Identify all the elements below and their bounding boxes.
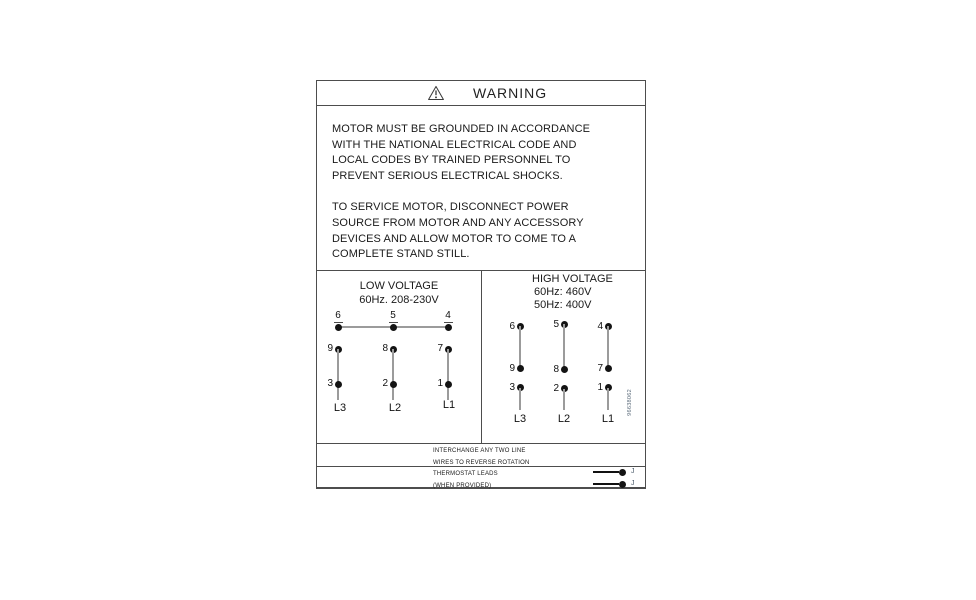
hv-line-label-L2: L2 <box>557 413 571 425</box>
hv-terminal-5: 5 <box>553 318 559 330</box>
warning-triangle-icon <box>427 85 445 101</box>
voltage-diagrams-section <box>317 271 645 444</box>
hv-wire-2-L2 <box>563 389 565 410</box>
warning-header <box>317 81 645 106</box>
lv-terminal-4: 4 <box>445 310 451 321</box>
high-voltage-titles <box>532 273 613 311</box>
hv-wire-4-7 <box>607 326 609 368</box>
low-voltage-subtitle: 60Hz. 208-230V <box>359 294 439 306</box>
warning-line: COMPLETE STAND STILL. <box>332 248 470 261</box>
warning-title: WARNING <box>473 85 548 101</box>
lv-line-label-L1: L1 <box>442 399 456 411</box>
hv-terminal-dot-7 <box>605 365 612 372</box>
hv-wire-6-9 <box>519 326 521 368</box>
warning-line: LOCAL CODES BY TRAINED PERSONNEL TO <box>332 154 571 167</box>
rotation-note-line2: WIRES TO REVERSE ROTATION <box>433 459 530 466</box>
low-voltage-titles <box>317 271 481 307</box>
lv-terminal-1: 1 <box>437 378 443 389</box>
rotation-note-line1: INTERCHANGE ANY TWO LINE <box>433 448 526 454</box>
thermostat-lead-symbol-2 <box>593 480 635 488</box>
lv-line-label-L2: L2 <box>388 402 402 414</box>
lv-terminal-9: 9 <box>327 343 333 354</box>
warning-text-block <box>317 106 645 271</box>
hv-terminal-2: 2 <box>553 382 559 394</box>
lv-line-label-L3: L3 <box>333 402 347 414</box>
warning-line: PREVENT SERIOUS ELECTRICAL SHOCKS. <box>332 169 563 182</box>
lead-wire-icon <box>593 483 619 485</box>
warning-line: WITH THE NATIONAL ELECTRICAL CODE AND <box>332 138 577 151</box>
thermostat-note-row <box>317 467 645 492</box>
warning-line: SOURCE FROM MOTOR AND ANY ACCESSORY <box>332 216 584 229</box>
lv-terminal-5: 5 <box>390 310 396 321</box>
hv-terminal-dot-8 <box>561 366 568 373</box>
lead-label-j: J <box>631 468 635 475</box>
lead-terminal-dot-icon <box>619 469 626 476</box>
lv-terminal-dot-6 <box>335 324 342 331</box>
lv-terminal-7: 7 <box>437 343 443 354</box>
hv-line-label-L3: L3 <box>513 413 527 425</box>
lead-terminal-dot-icon <box>619 481 626 488</box>
hv-terminal-6: 6 <box>509 320 515 332</box>
hv-wire-5-8 <box>563 324 565 368</box>
lead-wire-icon <box>593 471 619 473</box>
low-voltage-title: LOW VOLTAGE <box>359 280 439 292</box>
lv-terminal-2: 2 <box>382 378 388 389</box>
hv-wire-3-L3 <box>519 388 521 410</box>
high-voltage-subtitle-50hz: 50Hz: 400V <box>534 298 592 311</box>
hv-line-label-L1: L1 <box>601 413 615 425</box>
hv-terminal-1: 1 <box>597 381 603 393</box>
thermostat-note-line1: THERMOSTAT LEADS <box>433 471 498 477</box>
lv-terminal-dot-5 <box>390 324 397 331</box>
lv-wire-8-2 <box>392 349 394 400</box>
high-voltage-subtitle-60hz: 60Hz: 460V <box>534 286 592 298</box>
lead-label-j: J <box>631 480 635 487</box>
lv-wire-9-3 <box>337 349 339 400</box>
lv-wire-7-1 <box>447 349 449 400</box>
high-voltage-section <box>481 271 645 443</box>
warning-line: DEVICES AND ALLOW MOTOR TO COME TO A <box>332 232 577 245</box>
high-voltage-title: HIGH VOLTAGE <box>532 273 613 285</box>
thermostat-lead-symbol-1 <box>593 468 635 476</box>
hv-terminal-dot-9 <box>517 365 524 372</box>
hv-terminal-3: 3 <box>509 381 515 393</box>
lv-terminal-dot-2 <box>390 381 397 388</box>
motor-warning-label <box>316 80 646 489</box>
part-number: 96638062 <box>627 389 633 416</box>
service-warning-paragraph <box>332 200 645 262</box>
lv-terminal-dot-3 <box>335 381 342 388</box>
hv-terminal-7: 7 <box>597 362 603 374</box>
lv-terminal-6: 6 <box>335 310 341 321</box>
lv-terminal-dot-1 <box>445 381 452 388</box>
hv-terminal-9: 9 <box>509 362 515 374</box>
warning-line: MOTOR MUST BE GROUNDED IN ACCORDANCE <box>332 123 591 135</box>
hv-terminal-8: 8 <box>553 363 559 375</box>
hv-terminal-4: 4 <box>597 320 603 332</box>
rotation-note-row <box>317 444 645 467</box>
thermostat-note-line2: (WHEN PROVIDED) <box>433 482 492 489</box>
lv-terminal-3: 3 <box>327 378 333 389</box>
low-voltage-section <box>317 271 481 443</box>
lv-terminal-dot-4 <box>445 324 452 331</box>
grounding-warning-paragraph <box>332 122 645 184</box>
hv-wire-1-L1 <box>607 388 609 410</box>
warning-line: TO SERVICE MOTOR, DISCONNECT POWER <box>332 201 569 214</box>
lv-terminal-8: 8 <box>382 343 388 354</box>
